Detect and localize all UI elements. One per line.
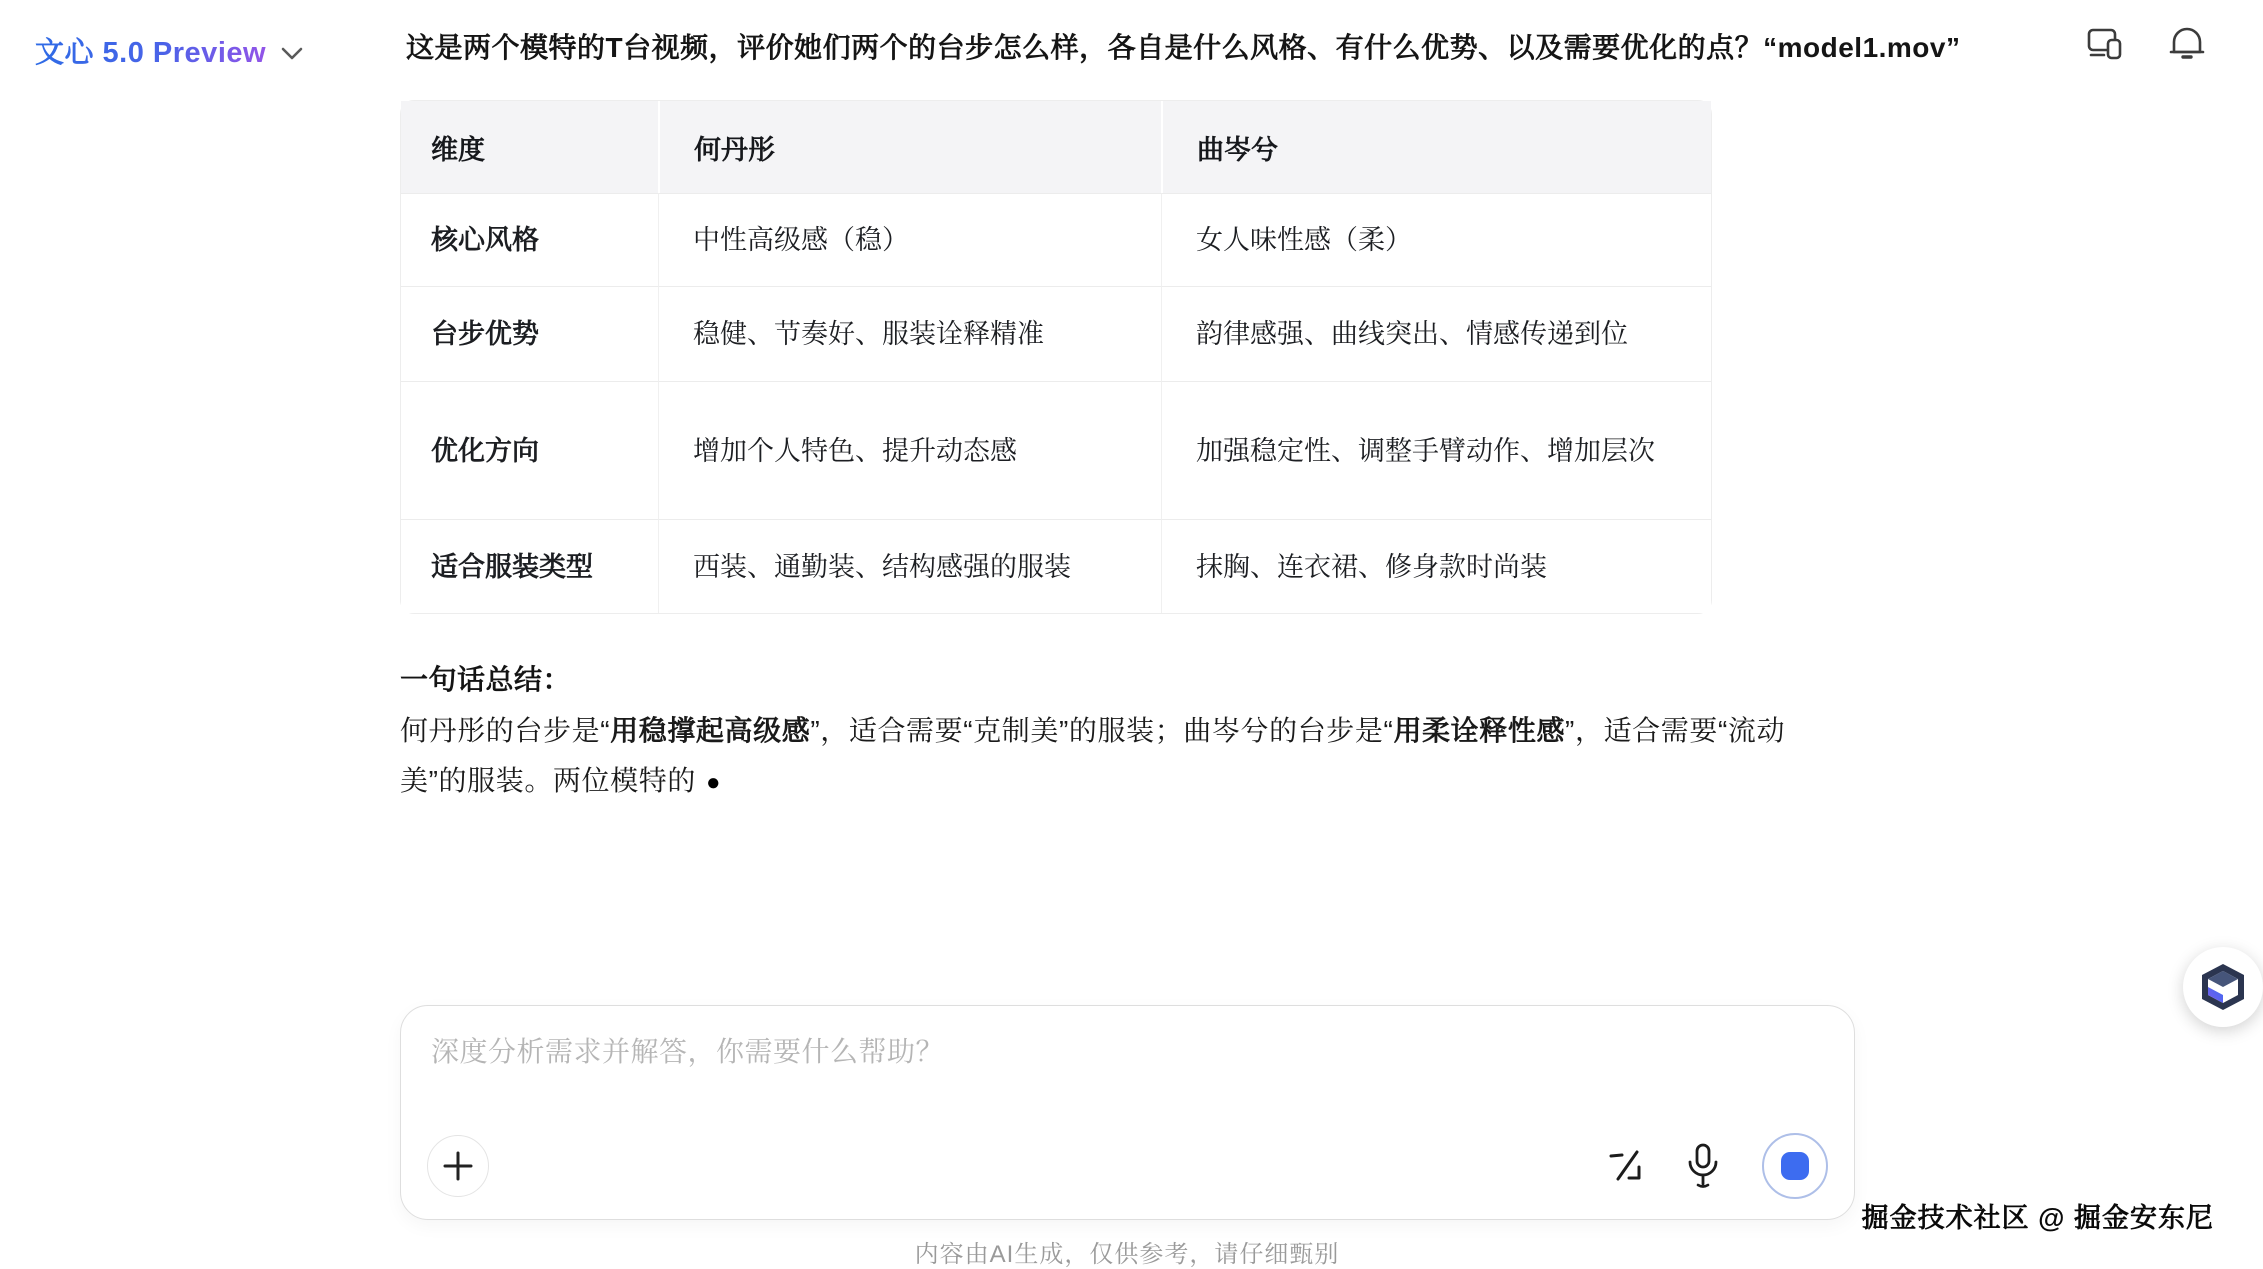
table-cell: 抹胸、连衣裙、修身款时尚装 [1161, 519, 1711, 613]
floating-assistant-button[interactable] [2183, 947, 2263, 1027]
row-label-cell: 适合服装类型 [401, 519, 658, 613]
table-cell: 稳健、节奏好、服装诠释精准 [658, 286, 1161, 381]
row-label-cell: 核心风格 [401, 193, 658, 286]
summary-segment: ”，适合需要“流动美”的服装。两位模特的 [400, 715, 1786, 796]
microphone-icon[interactable] [1684, 1142, 1722, 1190]
model-selector[interactable] [35, 30, 304, 71]
composer-placeholder[interactable]: 深度分析需求并解答，你需要什么帮助？ [431, 1036, 945, 1067]
comparison-table [400, 100, 1712, 614]
chevron-down-icon [280, 46, 304, 62]
table-cell: 增加个人特色、提升动态感 [658, 381, 1161, 519]
summary-bold-segment: 用稳撑起高级感 [610, 715, 811, 746]
wenxin-cube-logo-icon [2199, 961, 2247, 1013]
summary-paragraph [400, 706, 1852, 808]
plus-icon [442, 1150, 474, 1182]
notification-bell-icon[interactable] [2164, 20, 2210, 66]
topbar-icons [2082, 20, 2210, 66]
row-label-cell: 台步优势 [401, 286, 658, 381]
streaming-cursor: ● [705, 769, 722, 796]
table-cell: 女人味性感（柔） [1161, 193, 1711, 286]
summary-bold-segment: 用柔诠释性感 [1393, 715, 1566, 746]
summary-title: 一句话总结： [400, 664, 572, 695]
devices-icon[interactable] [2082, 20, 2128, 66]
column-header: 曲岑兮 [1161, 101, 1711, 193]
row-label-cell: 优化方向 [401, 381, 658, 519]
message-composer[interactable] [400, 1005, 1855, 1220]
composer-actions [1608, 1133, 1828, 1199]
column-header: 何丹彤 [658, 101, 1161, 193]
shortcut-slash-icon[interactable] [1608, 1149, 1644, 1183]
stop-generating-button[interactable] [1762, 1133, 1828, 1199]
model-name: 文心 5.0 Preview [35, 30, 266, 71]
column-header: 维度 [401, 101, 658, 193]
summary-segment: ”，适合需要“克制美”的服装；曲岑兮的台步是“ [810, 715, 1394, 746]
ai-disclaimer: 内容由AI生成，仅供参考，请仔细甄别 [914, 1241, 1340, 1268]
stop-icon [1781, 1152, 1809, 1180]
table-cell: 中性高级感（稳） [658, 193, 1161, 286]
summary-segment: 何丹彤的台步是“ [400, 715, 611, 746]
table-cell: 西装、通勤装、结构感强的服装 [658, 519, 1161, 613]
table-cell: 加强稳定性、调整手臂动作、增加层次 [1161, 381, 1711, 519]
user-question: 这是两个模特的T台视频，评价她们两个的台步怎么样，各自是什么风格、有什么优势、以及需要优化的点？“model1.mov” [406, 32, 1961, 63]
watermark-text: 掘金技术社区 @ 掘金安东尼 [1861, 1203, 2214, 1233]
table-cell: 韵律感强、曲线突出、情感传递到位 [1161, 286, 1711, 381]
add-attachment-button[interactable] [427, 1135, 489, 1197]
